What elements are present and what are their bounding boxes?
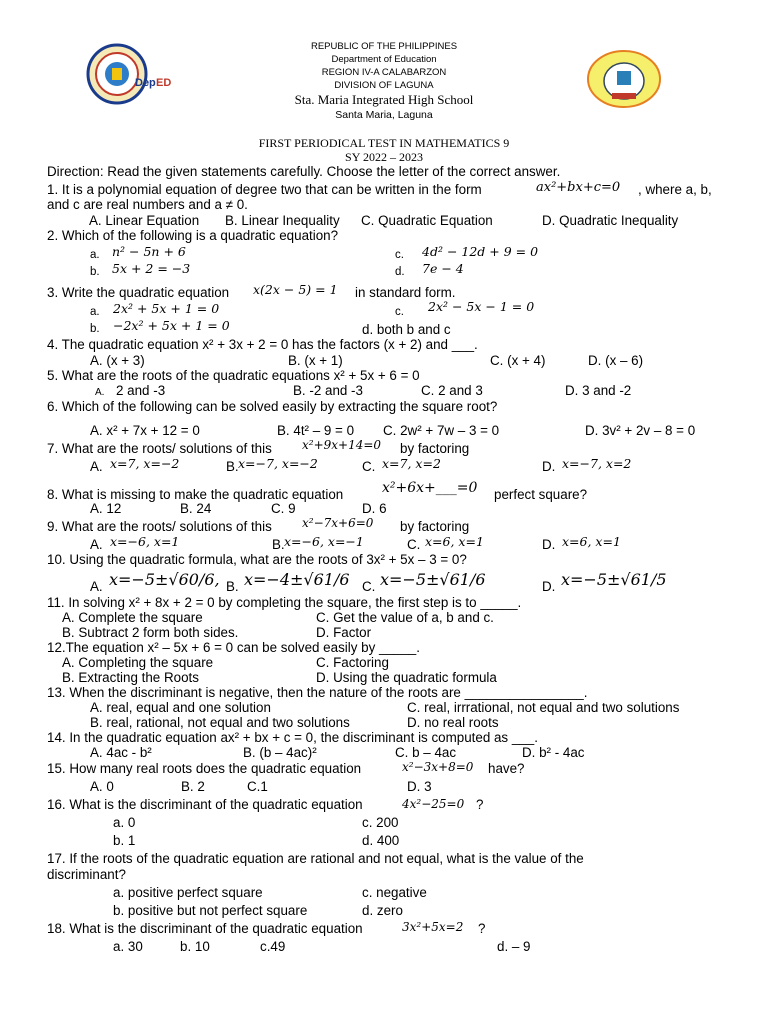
q1-text-line2: and c are real numbers and a ≠ 0. [47, 197, 248, 212]
q6-option-c: C. 2w² + 7w – 3 = 0 [383, 423, 500, 438]
q3-option-a-letter: a. [90, 306, 100, 318]
svg-text:ED: ED [156, 77, 172, 89]
q12-option-d: D. Using the quadratic formula [316, 670, 497, 685]
q7-option-d-letter: D. [542, 459, 556, 474]
q15-text-cont: have? [488, 761, 525, 776]
q16-option-c: c. 200 [362, 815, 399, 830]
q7-option-a: x=7, x=−2 [110, 456, 180, 471]
q14-option-d: D. b² - 4ac [522, 745, 585, 760]
q7-option-d: x=−7, x=2 [562, 456, 632, 471]
q14-option-c: C. b – 4ac [395, 745, 457, 760]
q9-text-cont: by factoring [400, 519, 470, 534]
q1-option-d: D. Quadratic Inequality [542, 213, 679, 228]
q10-text: 10. Using the quadratic formula, what are the roots of 3x² + 5x – 3 = 0? [47, 552, 467, 567]
q4-text: 4. The quadratic equation x² + 3x + 2 = 0 has the factors (x + 2) and ___. [47, 337, 478, 352]
q5-option-c: C. 2 and 3 [421, 383, 483, 398]
header-region: REGION IV-A CALABARZON [321, 67, 447, 78]
q2-option-a: n² − 5n + 6 [112, 244, 186, 259]
q1-option-a: A. Linear Equation [89, 213, 200, 228]
q8-text: 8. What is missing to make the quadratic equation [47, 487, 344, 502]
q3-option-c: 2x² − 5x − 1 = 0 [428, 299, 535, 314]
q10-option-c: x=−5±√61/6 [380, 570, 486, 589]
q1-option-c: C. Quadratic Equation [361, 213, 493, 228]
q18-equation: 3x²+5x=2 [402, 920, 464, 934]
q3-text: 3. Write the quadratic equation [47, 285, 230, 300]
q6-option-d: D. 3v² + 2v – 8 = 0 [585, 423, 696, 438]
q2-option-c-letter: c. [395, 249, 404, 261]
school-year: SY 2022 – 2023 [345, 150, 423, 164]
q18-text: 18. What is the discriminant of the quadratic equation [47, 921, 363, 936]
q15-option-a: A. 0 [90, 779, 114, 794]
q10-option-d: x=−5±√61/5 [561, 570, 667, 589]
q9-option-b: x=−6, x=−1 [284, 534, 364, 549]
q7-equation: x²+9x+14=0 [302, 438, 382, 452]
q5-option-d: D. 3 and -2 [565, 383, 632, 398]
q2-option-d-letter: d. [395, 266, 405, 278]
q12-option-b: B. Extracting the Roots [62, 670, 199, 685]
q15-option-c: C.1 [247, 779, 268, 794]
q8-option-b: B. 24 [180, 501, 212, 516]
q9-option-a: x=−6, x=1 [110, 534, 180, 549]
q3-text-cont: in standard form. [355, 285, 456, 300]
q5-option-a: 2 and -3 [116, 383, 166, 398]
q15-equation: x²−3x+8=0 [402, 760, 474, 774]
q11-option-b: B. Subtract 2 form both sides. [62, 625, 239, 640]
q18-option-c: c.49 [260, 939, 286, 954]
q5-text: 5. What are the roots of the quadratic equations x² + 5x + 6 = 0 [47, 368, 420, 383]
q9-option-b-letter: B. [272, 537, 285, 552]
q6-text: 6. Which of the following can be solved easily by extracting the square root? [47, 399, 498, 414]
q17-option-a: a. positive perfect square [113, 885, 263, 900]
q10-option-b: x=−4±√61/6 [244, 570, 350, 589]
q9-option-c-letter: C. [407, 537, 421, 552]
q17-option-b: b. positive but not perfect square [113, 903, 308, 918]
school-location: Santa Maria, Laguna [335, 109, 433, 121]
q5-option-b: B. -2 and -3 [293, 383, 363, 398]
q16-option-d: d. 400 [362, 833, 400, 848]
q7-option-b-letter: B. [226, 459, 239, 474]
q10-option-d-letter: D. [542, 579, 556, 594]
q1-text: 1. It is a polynomial equation of degree two that can be written in the form [47, 182, 482, 197]
q17-text-line2: discriminant? [47, 867, 126, 882]
q13-option-c: C. real, irrrational, not equal and two solutions [407, 700, 680, 715]
q6-option-a: A. x² + 7x + 12 = 0 [90, 423, 200, 438]
q16-option-b: b. 1 [113, 833, 136, 848]
q2-option-b: 5x + 2 = −3 [112, 261, 191, 276]
q8-text-cont: perfect square? [494, 487, 588, 502]
q1-option-b: B. Linear Inequality [225, 213, 340, 228]
q4-option-a: A. (x + 3) [90, 353, 145, 368]
q11-option-a: A. Complete the square [62, 610, 203, 625]
q3-option-a: 2x² + 5x + 1 = 0 [113, 301, 220, 316]
q2-option-c: 4d² − 12d + 9 = 0 [422, 244, 539, 259]
q9-option-d: x=6, x=1 [562, 534, 621, 549]
q7-text: 7. What are the roots/ solutions of this [47, 441, 272, 456]
q12-option-c: C. Factoring [316, 655, 389, 670]
q14-option-b: B. (b – 4ac)² [243, 745, 317, 760]
header-division: DIVISION OF LAGUNA [334, 80, 434, 91]
q18-option-a: a. 30 [113, 939, 143, 954]
q2-option-d: 7e − 4 [422, 261, 464, 276]
q3-option-b: −2x² + 5x + 1 = 0 [113, 318, 230, 333]
q18-option-b: b. 10 [180, 939, 210, 954]
q10-option-c-letter: C. [362, 579, 376, 594]
q8-option-d: D. 6 [362, 501, 387, 516]
q3-option-d: d. both b and c [362, 322, 451, 337]
header-department: Department of Education [331, 54, 437, 65]
q1-equation: ax²+bx+c=0 [536, 180, 621, 195]
q7-option-c-letter: C. [362, 459, 376, 474]
q2-text: 2. Which of the following is a quadratic equation? [47, 228, 339, 243]
q7-option-a-letter: A. [90, 459, 103, 474]
header-republic: REPUBLIC OF THE PHILIPPINES [310, 41, 458, 52]
q1-text-cont: , where a, b, [638, 182, 712, 197]
q11-text: 11. In solving x² + 8x + 2 = 0 by completing the square, the first step is to _____. [47, 595, 522, 610]
q9-option-a-letter: A. [90, 537, 103, 552]
q9-text: 9. What are the roots/ solutions of this [47, 519, 272, 534]
q10-option-b-letter: B. [226, 579, 239, 594]
q2-option-b-letter: b. [90, 266, 100, 278]
q16-equation: 4x²−25=0 [402, 797, 465, 811]
q3-equation: x(2x − 5) = 1 [253, 282, 338, 297]
q17-text: 17. If the roots of the quadratic equation are rational and not equal, what is the value of the [47, 851, 584, 866]
q10-option-a: x=−5±√60/6, [109, 570, 220, 589]
school-name: Sta. Maria Integrated High School [294, 92, 474, 107]
q12-option-a: A. Completing the square [62, 655, 214, 670]
q4-option-c: C. (x + 4) [490, 353, 546, 368]
q7-text-cont: by factoring [400, 441, 470, 456]
q9-option-c: x=6, x=1 [425, 534, 484, 549]
q5-option-a-letter: A. [95, 387, 105, 398]
q9-option-d-letter: D. [542, 537, 556, 552]
q10-option-a-letter: A. [90, 579, 103, 594]
q13-option-a: A. real, equal and one solution [90, 700, 271, 715]
q14-option-a: A. 4ac - b² [90, 745, 152, 760]
direction: Direction: Read the given statements carefully. Choose the letter of the correct answer. [47, 164, 561, 179]
q8-equation: x²+6x+___=0 [382, 480, 478, 496]
q15-option-b: B. 2 [181, 779, 205, 794]
q9-equation: x²−7x+6=0 [302, 516, 374, 530]
q17-option-d: d. zero [362, 903, 403, 918]
q2-option-a-letter: a. [90, 249, 100, 261]
q18-text-cont: ? [478, 921, 486, 936]
q15-text: 15. How many real roots does the quadratic equation [47, 761, 362, 776]
q7-option-c: x=7, x=2 [382, 456, 441, 471]
q17-option-c: c. negative [362, 885, 427, 900]
svg-text:Dep: Dep [135, 77, 156, 89]
q18-option-d: d. – 9 [497, 939, 531, 954]
q13-option-d: D. no real roots [407, 715, 499, 730]
q11-option-c: C. Get the value of a, b and c. [316, 610, 494, 625]
q6-option-b: B. 4t² – 9 = 0 [277, 423, 355, 438]
q13-text: 13. When the discriminant is negative, then the nature of the roots are ________________. [47, 685, 588, 700]
q12-text: 12.The equation x² – 5x + 6 = 0 can be solved easily by _____. [47, 640, 420, 655]
q16-option-a: a. 0 [113, 815, 136, 830]
test-title: FIRST PERIODICAL TEST IN MATHEMATICS 9 [258, 136, 510, 150]
q8-option-a: A. 12 [90, 501, 122, 516]
q3-option-c-letter: c. [395, 306, 404, 318]
q16-text: 16. What is the discriminant of the quadratic equation [47, 797, 363, 812]
q4-option-b: B. (x + 1) [288, 353, 343, 368]
q16-text-cont: ? [476, 797, 484, 812]
q15-option-d: D. 3 [407, 779, 432, 794]
q7-option-b: x=−7, x=−2 [238, 456, 318, 471]
q11-option-d: D. Factor [316, 625, 372, 640]
q3-option-b-letter: b. [90, 323, 100, 335]
q13-option-b: B. real, rational, not equal and two solutions [90, 715, 350, 730]
q8-option-c: C. 9 [271, 501, 296, 516]
q14-text: 14. In the quadratic equation ax² + bx + c = 0, the discriminant is computed as ___. [47, 730, 538, 745]
q4-option-d: D. (x – 6) [588, 353, 644, 368]
